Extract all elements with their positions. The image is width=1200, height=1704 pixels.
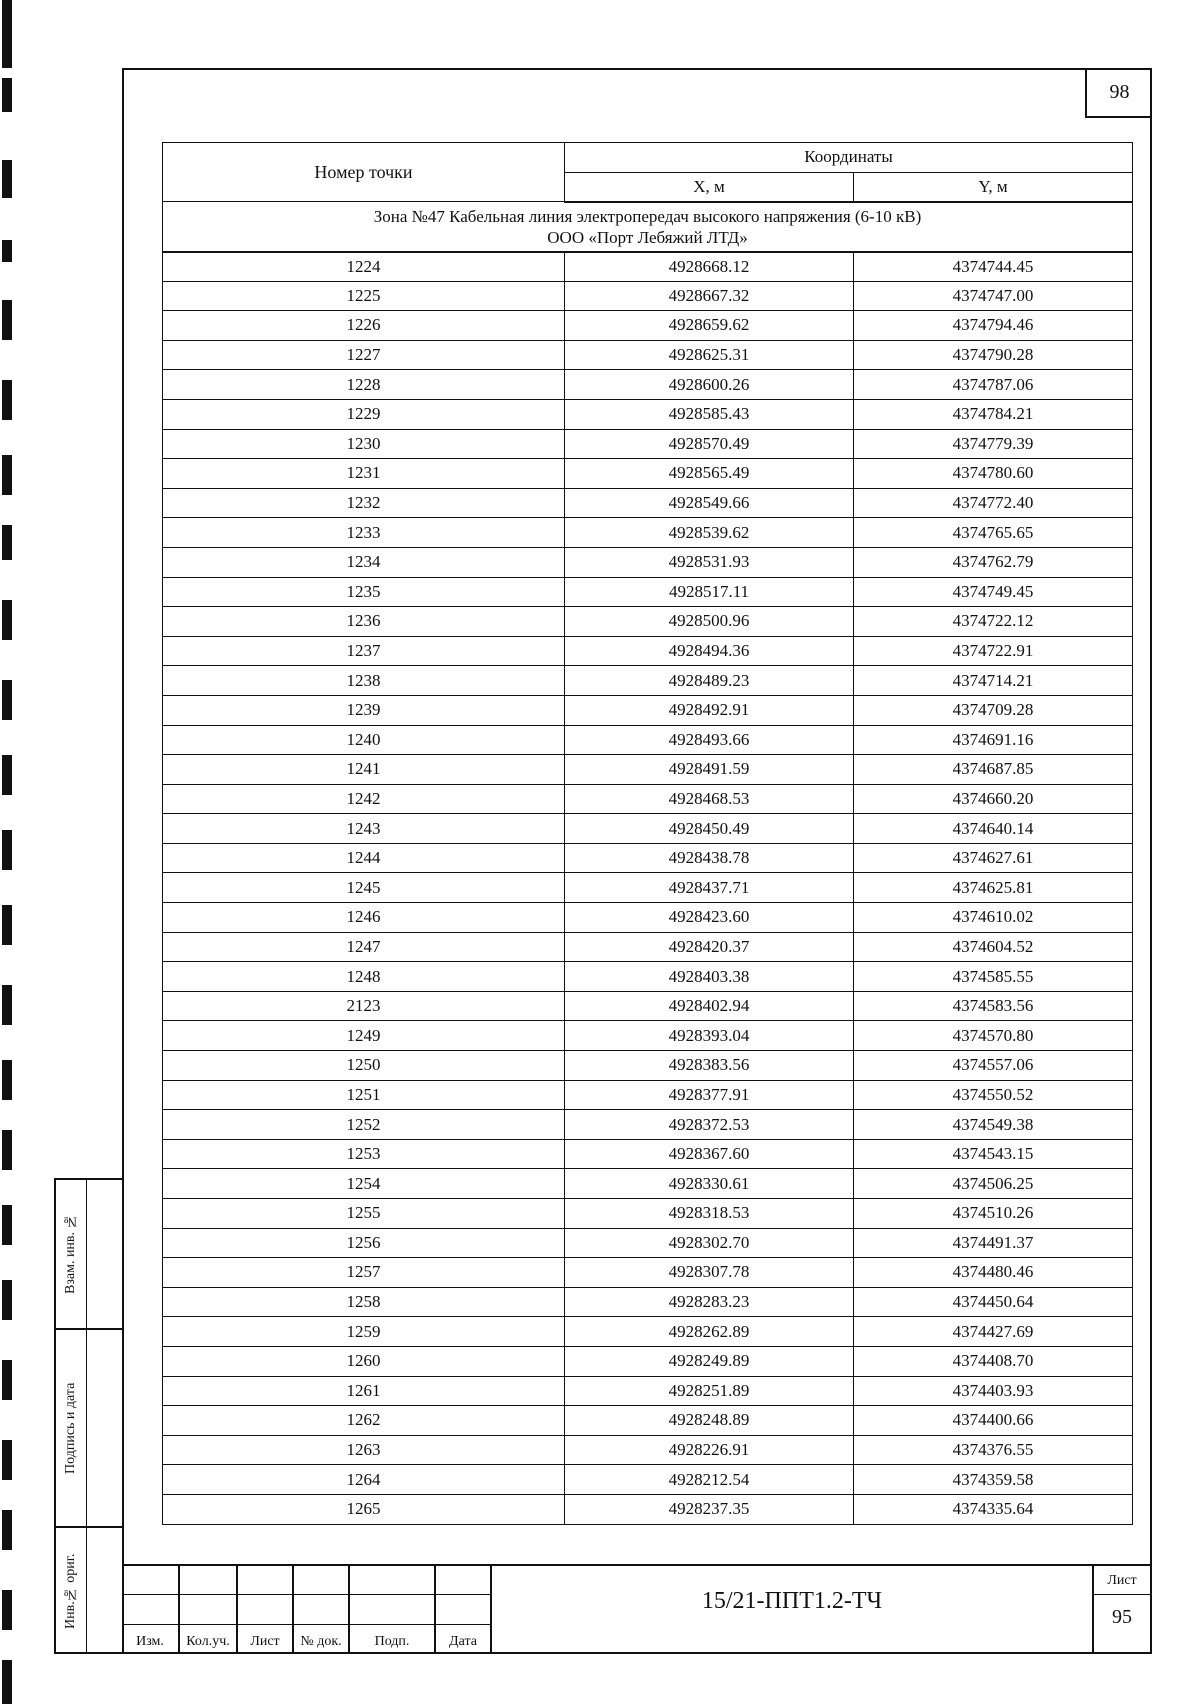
tb-label-izm: Изм.: [136, 1634, 164, 1649]
y-coordinate-cell: 4374604.52: [854, 932, 1133, 962]
point-number-cell: 1247: [163, 932, 565, 962]
x-coordinate-cell: 4928420.37: [565, 932, 854, 962]
point-number-cell: 1246: [163, 903, 565, 933]
y-coordinate-cell: 4374543.15: [854, 1139, 1133, 1169]
y-coordinate-cell: 4374787.06: [854, 370, 1133, 400]
point-number-cell: 1226: [163, 311, 565, 341]
tb-col-izm: [122, 1566, 180, 1654]
side-stamp: [54, 1178, 122, 1654]
tb-col-kol: [180, 1566, 238, 1654]
table-row: [163, 1435, 1133, 1465]
y-coordinate-cell: 4374557.06: [854, 1051, 1133, 1081]
point-number-cell: 1252: [163, 1110, 565, 1140]
y-coordinate-cell: 4374790.28: [854, 340, 1133, 370]
zone-title-line2: ООО «Порт Лебяжий ЛТД»: [547, 227, 748, 247]
table-row: [163, 399, 1133, 429]
point-number-cell: 1261: [163, 1376, 565, 1406]
y-coordinate-cell: 4374749.45: [854, 577, 1133, 607]
y-coordinate-cell: 4374427.69: [854, 1317, 1133, 1347]
y-coordinate-cell: 4374549.38: [854, 1110, 1133, 1140]
sheet-label: Лист: [1094, 1570, 1150, 1595]
table-row: [163, 1228, 1133, 1258]
x-coordinate-cell: 4928283.23: [565, 1287, 854, 1317]
point-number-cell: 1257: [163, 1258, 565, 1288]
y-coordinate-cell: 4374640.14: [854, 814, 1133, 844]
table-row: [163, 459, 1133, 489]
stamp-inv-orig: Инв.№ ориг.: [63, 1553, 78, 1629]
point-number-cell: 1232: [163, 488, 565, 518]
tb-label-ndoc: № док.: [300, 1634, 342, 1649]
table-row: [163, 1021, 1133, 1051]
y-coordinate-cell: 4374359.58: [854, 1465, 1133, 1495]
table-row: [163, 1139, 1133, 1169]
y-coordinate-cell: 4374510.26: [854, 1199, 1133, 1229]
y-coordinate-cell: 4374794.46: [854, 311, 1133, 341]
tb-label-list: Лист: [250, 1634, 280, 1649]
y-coordinate-cell: 4374585.55: [854, 962, 1133, 992]
tb-label-kol: Кол.уч.: [186, 1634, 230, 1649]
point-number-cell: 1235: [163, 577, 565, 607]
x-coordinate-cell: 4928517.11: [565, 577, 854, 607]
point-number-cell: 1233: [163, 518, 565, 548]
table-row: [163, 1406, 1133, 1436]
table-row: [163, 1494, 1133, 1524]
x-coordinate-cell: 4928570.49: [565, 429, 854, 459]
x-coordinate-cell: 4928437.71: [565, 873, 854, 903]
point-number-cell: 1231: [163, 459, 565, 489]
table-row: [163, 1258, 1133, 1288]
y-coordinate-cell: 4374687.85: [854, 755, 1133, 785]
point-number-cell: 1255: [163, 1199, 565, 1229]
y-coordinate-cell: 4374762.79: [854, 547, 1133, 577]
x-coordinate-cell: 4928367.60: [565, 1139, 854, 1169]
stamp-vzam-inv: Взам. инв. №: [63, 1213, 78, 1295]
point-number-cell: 1254: [163, 1169, 565, 1199]
x-coordinate-cell: 4928585.43: [565, 399, 854, 429]
table-row: [163, 311, 1133, 341]
table-row: [163, 725, 1133, 755]
x-coordinate-cell: 4928403.38: [565, 962, 854, 992]
x-coordinate-cell: 4928372.53: [565, 1110, 854, 1140]
point-number-cell: 1239: [163, 695, 565, 725]
x-coordinate-cell: 4928402.94: [565, 991, 854, 1021]
y-coordinate-cell: 4374550.52: [854, 1080, 1133, 1110]
header-coordinates: Координаты: [565, 143, 1133, 173]
point-number-cell: 1253: [163, 1139, 565, 1169]
table-row: [163, 636, 1133, 666]
x-coordinate-cell: 4928423.60: [565, 903, 854, 933]
x-coordinate-cell: 4928237.35: [565, 1494, 854, 1524]
x-coordinate-cell: 4928668.12: [565, 252, 854, 282]
y-coordinate-cell: 4374780.60: [854, 459, 1133, 489]
table-row: [163, 991, 1133, 1021]
point-number-cell: 1259: [163, 1317, 565, 1347]
x-coordinate-cell: 4928667.32: [565, 281, 854, 311]
y-coordinate-cell: 4374747.00: [854, 281, 1133, 311]
point-number-cell: 1243: [163, 814, 565, 844]
table-row: [163, 695, 1133, 725]
y-coordinate-cell: 4374627.61: [854, 843, 1133, 873]
header-y: Y, м: [854, 172, 1133, 202]
y-coordinate-cell: 4374784.21: [854, 399, 1133, 429]
point-number-cell: 1265: [163, 1494, 565, 1524]
x-coordinate-cell: 4928500.96: [565, 607, 854, 637]
point-number-cell: 1258: [163, 1287, 565, 1317]
table-row: [163, 1376, 1133, 1406]
x-coordinate-cell: 4928307.78: [565, 1258, 854, 1288]
table-row: [163, 547, 1133, 577]
table-row: [163, 1317, 1133, 1347]
tb-col-podp: [350, 1566, 436, 1654]
table-row: [163, 340, 1133, 370]
table-row: [163, 1465, 1133, 1495]
x-coordinate-cell: 4928438.78: [565, 843, 854, 873]
x-coordinate-cell: 4928393.04: [565, 1021, 854, 1051]
x-coordinate-cell: 4928659.62: [565, 311, 854, 341]
x-coordinate-cell: 4928262.89: [565, 1317, 854, 1347]
header-x: X, м: [565, 172, 854, 202]
table-row: [163, 666, 1133, 696]
point-number-cell: 1228: [163, 370, 565, 400]
x-coordinate-cell: 4928491.59: [565, 755, 854, 785]
point-number-cell: 1264: [163, 1465, 565, 1495]
point-number-cell: 1250: [163, 1051, 565, 1081]
y-coordinate-cell: 4374400.66: [854, 1406, 1133, 1436]
y-coordinate-cell: 4374480.46: [854, 1258, 1133, 1288]
document-code: 15/21-ППТ1.2-ТЧ: [701, 1588, 883, 1614]
zone-title: [163, 202, 1133, 252]
coordinates-table: [162, 142, 1133, 1525]
sheet-box: [1092, 1566, 1150, 1654]
y-coordinate-cell: 4374660.20: [854, 784, 1133, 814]
table-row: [163, 843, 1133, 873]
x-coordinate-cell: 4928600.26: [565, 370, 854, 400]
x-coordinate-cell: 4928450.49: [565, 814, 854, 844]
table-row: [163, 488, 1133, 518]
x-coordinate-cell: 4928549.66: [565, 488, 854, 518]
stamp-signature-date: Подпись и дата: [63, 1382, 78, 1474]
x-coordinate-cell: 4928248.89: [565, 1406, 854, 1436]
point-number-cell: 1260: [163, 1346, 565, 1376]
point-number-cell: 1224: [163, 252, 565, 282]
x-coordinate-cell: 4928539.62: [565, 518, 854, 548]
point-number-cell: 1262: [163, 1406, 565, 1436]
y-coordinate-cell: 4374779.39: [854, 429, 1133, 459]
y-coordinate-cell: 4374744.45: [854, 252, 1133, 282]
x-coordinate-cell: 4928377.91: [565, 1080, 854, 1110]
table-row: [163, 1199, 1133, 1229]
point-number-cell: 1245: [163, 873, 565, 903]
x-coordinate-cell: 4928251.89: [565, 1376, 854, 1406]
table-row: [163, 873, 1133, 903]
point-number-cell: 2123: [163, 991, 565, 1021]
tb-col-ndoc: [294, 1566, 350, 1654]
table-row: [163, 1051, 1133, 1081]
x-coordinate-cell: 4928226.91: [565, 1435, 854, 1465]
y-coordinate-cell: 4374335.64: [854, 1494, 1133, 1524]
x-coordinate-cell: 4928494.36: [565, 636, 854, 666]
zone-title-line1: Зона №47 Кабельная линия электропередач высокого напряжения (6-10 кВ): [373, 206, 922, 226]
point-number-cell: 1240: [163, 725, 565, 755]
x-coordinate-cell: 4928492.91: [565, 695, 854, 725]
point-number-cell: 1230: [163, 429, 565, 459]
x-coordinate-cell: 4928625.31: [565, 340, 854, 370]
point-number-cell: 1227: [163, 340, 565, 370]
point-number-cell: 1229: [163, 399, 565, 429]
page-number-top: 98: [1085, 68, 1152, 118]
y-coordinate-cell: 4374408.70: [854, 1346, 1133, 1376]
point-number-cell: 1256: [163, 1228, 565, 1258]
point-number-cell: 1244: [163, 843, 565, 873]
x-coordinate-cell: 4928249.89: [565, 1346, 854, 1376]
y-coordinate-cell: 4374570.80: [854, 1021, 1133, 1051]
y-coordinate-cell: 4374772.40: [854, 488, 1133, 518]
y-coordinate-cell: 4374491.37: [854, 1228, 1133, 1258]
point-number-cell: 1237: [163, 636, 565, 666]
y-coordinate-cell: 4374714.21: [854, 666, 1133, 696]
x-coordinate-cell: 4928493.66: [565, 725, 854, 755]
table-row: [163, 1287, 1133, 1317]
table-row: [163, 1080, 1133, 1110]
table-row: [163, 429, 1133, 459]
x-coordinate-cell: 4928489.23: [565, 666, 854, 696]
y-coordinate-cell: 4374709.28: [854, 695, 1133, 725]
table-row: [163, 932, 1133, 962]
table-row: [163, 903, 1133, 933]
table-row: [163, 784, 1133, 814]
table-row: [163, 1110, 1133, 1140]
header-point-number: Номер точки: [163, 143, 565, 202]
point-number-cell: 1236: [163, 607, 565, 637]
table-row: [163, 755, 1133, 785]
point-number-cell: 1234: [163, 547, 565, 577]
x-coordinate-cell: 4928383.56: [565, 1051, 854, 1081]
table-row: [163, 607, 1133, 637]
y-coordinate-cell: 4374610.02: [854, 903, 1133, 933]
y-coordinate-cell: 4374583.56: [854, 991, 1133, 1021]
table-row: [163, 281, 1133, 311]
table-row: [163, 252, 1133, 282]
x-coordinate-cell: 4928330.61: [565, 1169, 854, 1199]
tb-col-data: [436, 1566, 492, 1654]
tb-label-data: Дата: [449, 1634, 477, 1649]
y-coordinate-cell: 4374722.12: [854, 607, 1133, 637]
y-coordinate-cell: 4374506.25: [854, 1169, 1133, 1199]
table-row: [163, 814, 1133, 844]
title-block: [122, 1564, 1152, 1654]
x-coordinate-cell: 4928565.49: [565, 459, 854, 489]
tb-col-list: [238, 1566, 294, 1654]
binding-marks: [0, 0, 14, 1704]
y-coordinate-cell: 4374691.16: [854, 725, 1133, 755]
point-number-cell: 1263: [163, 1435, 565, 1465]
table-row: [163, 962, 1133, 992]
point-number-cell: 1248: [163, 962, 565, 992]
y-coordinate-cell: 4374625.81: [854, 873, 1133, 903]
table-row: [163, 1169, 1133, 1199]
y-coordinate-cell: 4374722.91: [854, 636, 1133, 666]
point-number-cell: 1242: [163, 784, 565, 814]
y-coordinate-cell: 4374403.93: [854, 1376, 1133, 1406]
x-coordinate-cell: 4928468.53: [565, 784, 854, 814]
point-number-cell: 1225: [163, 281, 565, 311]
table-row: [163, 518, 1133, 548]
table-row: [163, 577, 1133, 607]
point-number-cell: 1249: [163, 1021, 565, 1051]
table-row: [163, 370, 1133, 400]
y-coordinate-cell: 4374450.64: [854, 1287, 1133, 1317]
x-coordinate-cell: 4928212.54: [565, 1465, 854, 1495]
x-coordinate-cell: 4928318.53: [565, 1199, 854, 1229]
tb-label-podp: Подп.: [374, 1634, 410, 1649]
point-number-cell: 1241: [163, 755, 565, 785]
y-coordinate-cell: 4374765.65: [854, 518, 1133, 548]
point-number-cell: 1238: [163, 666, 565, 696]
point-number-cell: 1251: [163, 1080, 565, 1110]
x-coordinate-cell: 4928302.70: [565, 1228, 854, 1258]
y-coordinate-cell: 4374376.55: [854, 1435, 1133, 1465]
table-row: [163, 1346, 1133, 1376]
sheet-number: 95: [1112, 1606, 1132, 1628]
x-coordinate-cell: 4928531.93: [565, 547, 854, 577]
